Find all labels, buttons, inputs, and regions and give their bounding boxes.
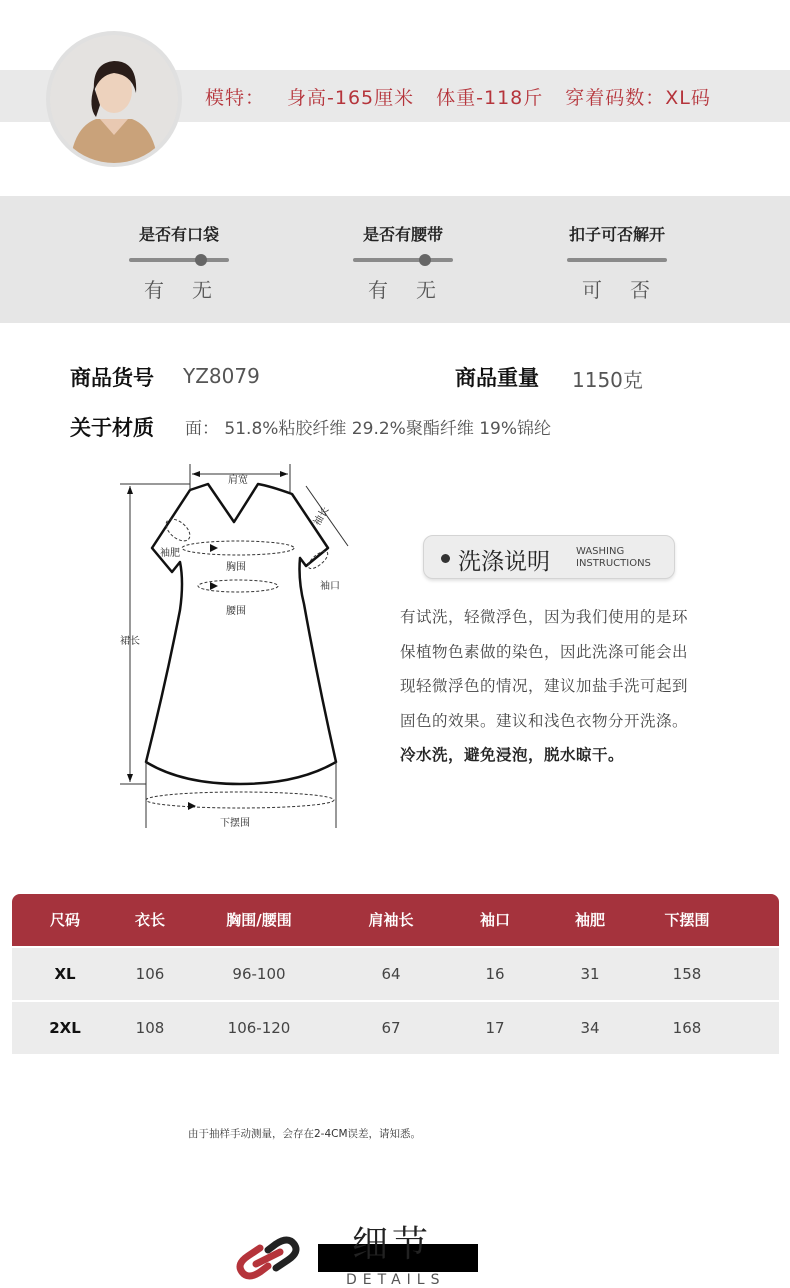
washing-header: [423, 535, 675, 579]
washing-line: 有试洗，轻微浮色，因为我们使用的是环: [400, 608, 689, 626]
measurement-note: 由于抽样手动测量，会存在2-4CM误差，请知悉。: [188, 1128, 422, 1140]
feature-options: [109, 274, 249, 303]
cell-length: 108: [135, 1019, 165, 1037]
option-no: 无: [416, 278, 438, 302]
model-avatar: [46, 31, 182, 167]
feature-options: [333, 274, 473, 303]
table-header: [12, 894, 779, 946]
feature-title: 扣子可否解开: [568, 225, 665, 244]
washing-line: 保植物色素做的染色，因此洗涤可能会出: [400, 642, 689, 661]
feature-slider: [353, 258, 453, 262]
feature-buttons: [547, 222, 687, 303]
material-value: 面： 51.8%粘胶纤维 29.2%聚酯纤维 19%锦纶: [185, 419, 552, 439]
header-shoulder-sleeve: 肩袖长: [368, 911, 414, 929]
feature-slider: [567, 258, 667, 262]
washing-line: 现轻微浮色的情况，建议加盐手洗可起到: [400, 677, 689, 695]
option-yes: 有: [368, 278, 390, 302]
cell-cuff: 16: [485, 965, 505, 983]
option-no: 无: [192, 278, 214, 302]
cell-shoulder-sleeve: 67: [381, 1019, 401, 1037]
cell-sleeve-width: 31: [580, 965, 600, 983]
label-sleeve-width: 袖肥: [160, 548, 180, 559]
cell-chest-waist: 106-120: [227, 1019, 291, 1037]
cell-hem: 158: [672, 965, 702, 983]
feature-slider: [129, 258, 229, 262]
washing-en-line1: WASHING: [576, 546, 625, 557]
header-cuff: 袖口: [479, 911, 510, 929]
washing-en-line2: INSTRUCTIONS: [576, 558, 651, 569]
details-subtitle: DETAILS: [346, 1272, 446, 1288]
header-hem: 下摆围: [664, 911, 710, 929]
feature-title: 是否有口袋: [138, 225, 219, 244]
bullet-icon: [441, 554, 450, 563]
header-length: 衣长: [134, 911, 165, 929]
slider-knob: [419, 254, 431, 266]
material-label: 关于材质: [70, 416, 154, 440]
size-table: [12, 894, 779, 1054]
label-cuff: 袖口: [320, 581, 340, 592]
washing-title-en: [576, 546, 651, 570]
cell-size: XL: [54, 965, 76, 983]
label-hem: 下摆围: [220, 818, 250, 829]
option-can: 可: [582, 278, 604, 302]
washing-line: 固色的效果。建议和浅色衣物分开洗涤。: [400, 711, 689, 730]
cell-shoulder-sleeve: 64: [381, 965, 401, 983]
option-cannot: 否: [630, 278, 652, 302]
details-title: 细节: [352, 1224, 433, 1265]
feature-belt: [333, 222, 473, 303]
header-sleeve-width: 袖肥: [574, 911, 605, 929]
dress-outline: [110, 462, 370, 830]
label-chest: 胸围: [226, 562, 246, 573]
cell-length: 106: [135, 965, 165, 983]
chain-link-icon: [230, 1234, 306, 1282]
option-yes: 有: [144, 278, 166, 302]
washing-body: [400, 600, 720, 773]
cell-hem: 168: [672, 1019, 702, 1037]
cell-sleeve-width: 34: [580, 1019, 600, 1037]
cell-chest-waist: 96-100: [232, 965, 286, 983]
model-size: 穿着码数：XL码: [565, 87, 711, 109]
washing-emphasis: 冷水洗，避免浸泡，脱水晾干。: [400, 746, 625, 764]
weight-label: 商品重量: [455, 366, 539, 390]
model-height: 身高-165厘米: [287, 87, 415, 109]
washing-title: 洗涤说明: [458, 549, 550, 575]
header-chest-waist: 胸围/腰围: [226, 911, 292, 929]
slider-knob: [195, 254, 207, 266]
model-label: 模特：: [205, 87, 266, 109]
cell-cuff: 17: [485, 1019, 505, 1037]
table-row: [12, 948, 779, 1000]
label-skirt-length: 裙长: [120, 636, 140, 647]
sku-value: YZ8079: [183, 364, 260, 388]
model-info: [205, 83, 733, 110]
feature-title: 是否有腰带: [362, 225, 443, 244]
model-weight: 体重-118斤: [436, 87, 544, 109]
measurement-diagram: [110, 462, 370, 830]
weight-value: 1150克: [572, 368, 643, 392]
label-shoulder: 肩宽: [228, 475, 248, 486]
cell-size: 2XL: [49, 1019, 81, 1037]
feature-options: [547, 274, 687, 303]
label-waist: 腰围: [226, 606, 246, 617]
sku-label: 商品货号: [70, 366, 154, 390]
label-sleeve-length: 袖长: [311, 505, 332, 528]
header-size: 尺码: [49, 911, 80, 929]
table-row: [12, 1002, 779, 1054]
feature-pocket: [109, 222, 249, 303]
